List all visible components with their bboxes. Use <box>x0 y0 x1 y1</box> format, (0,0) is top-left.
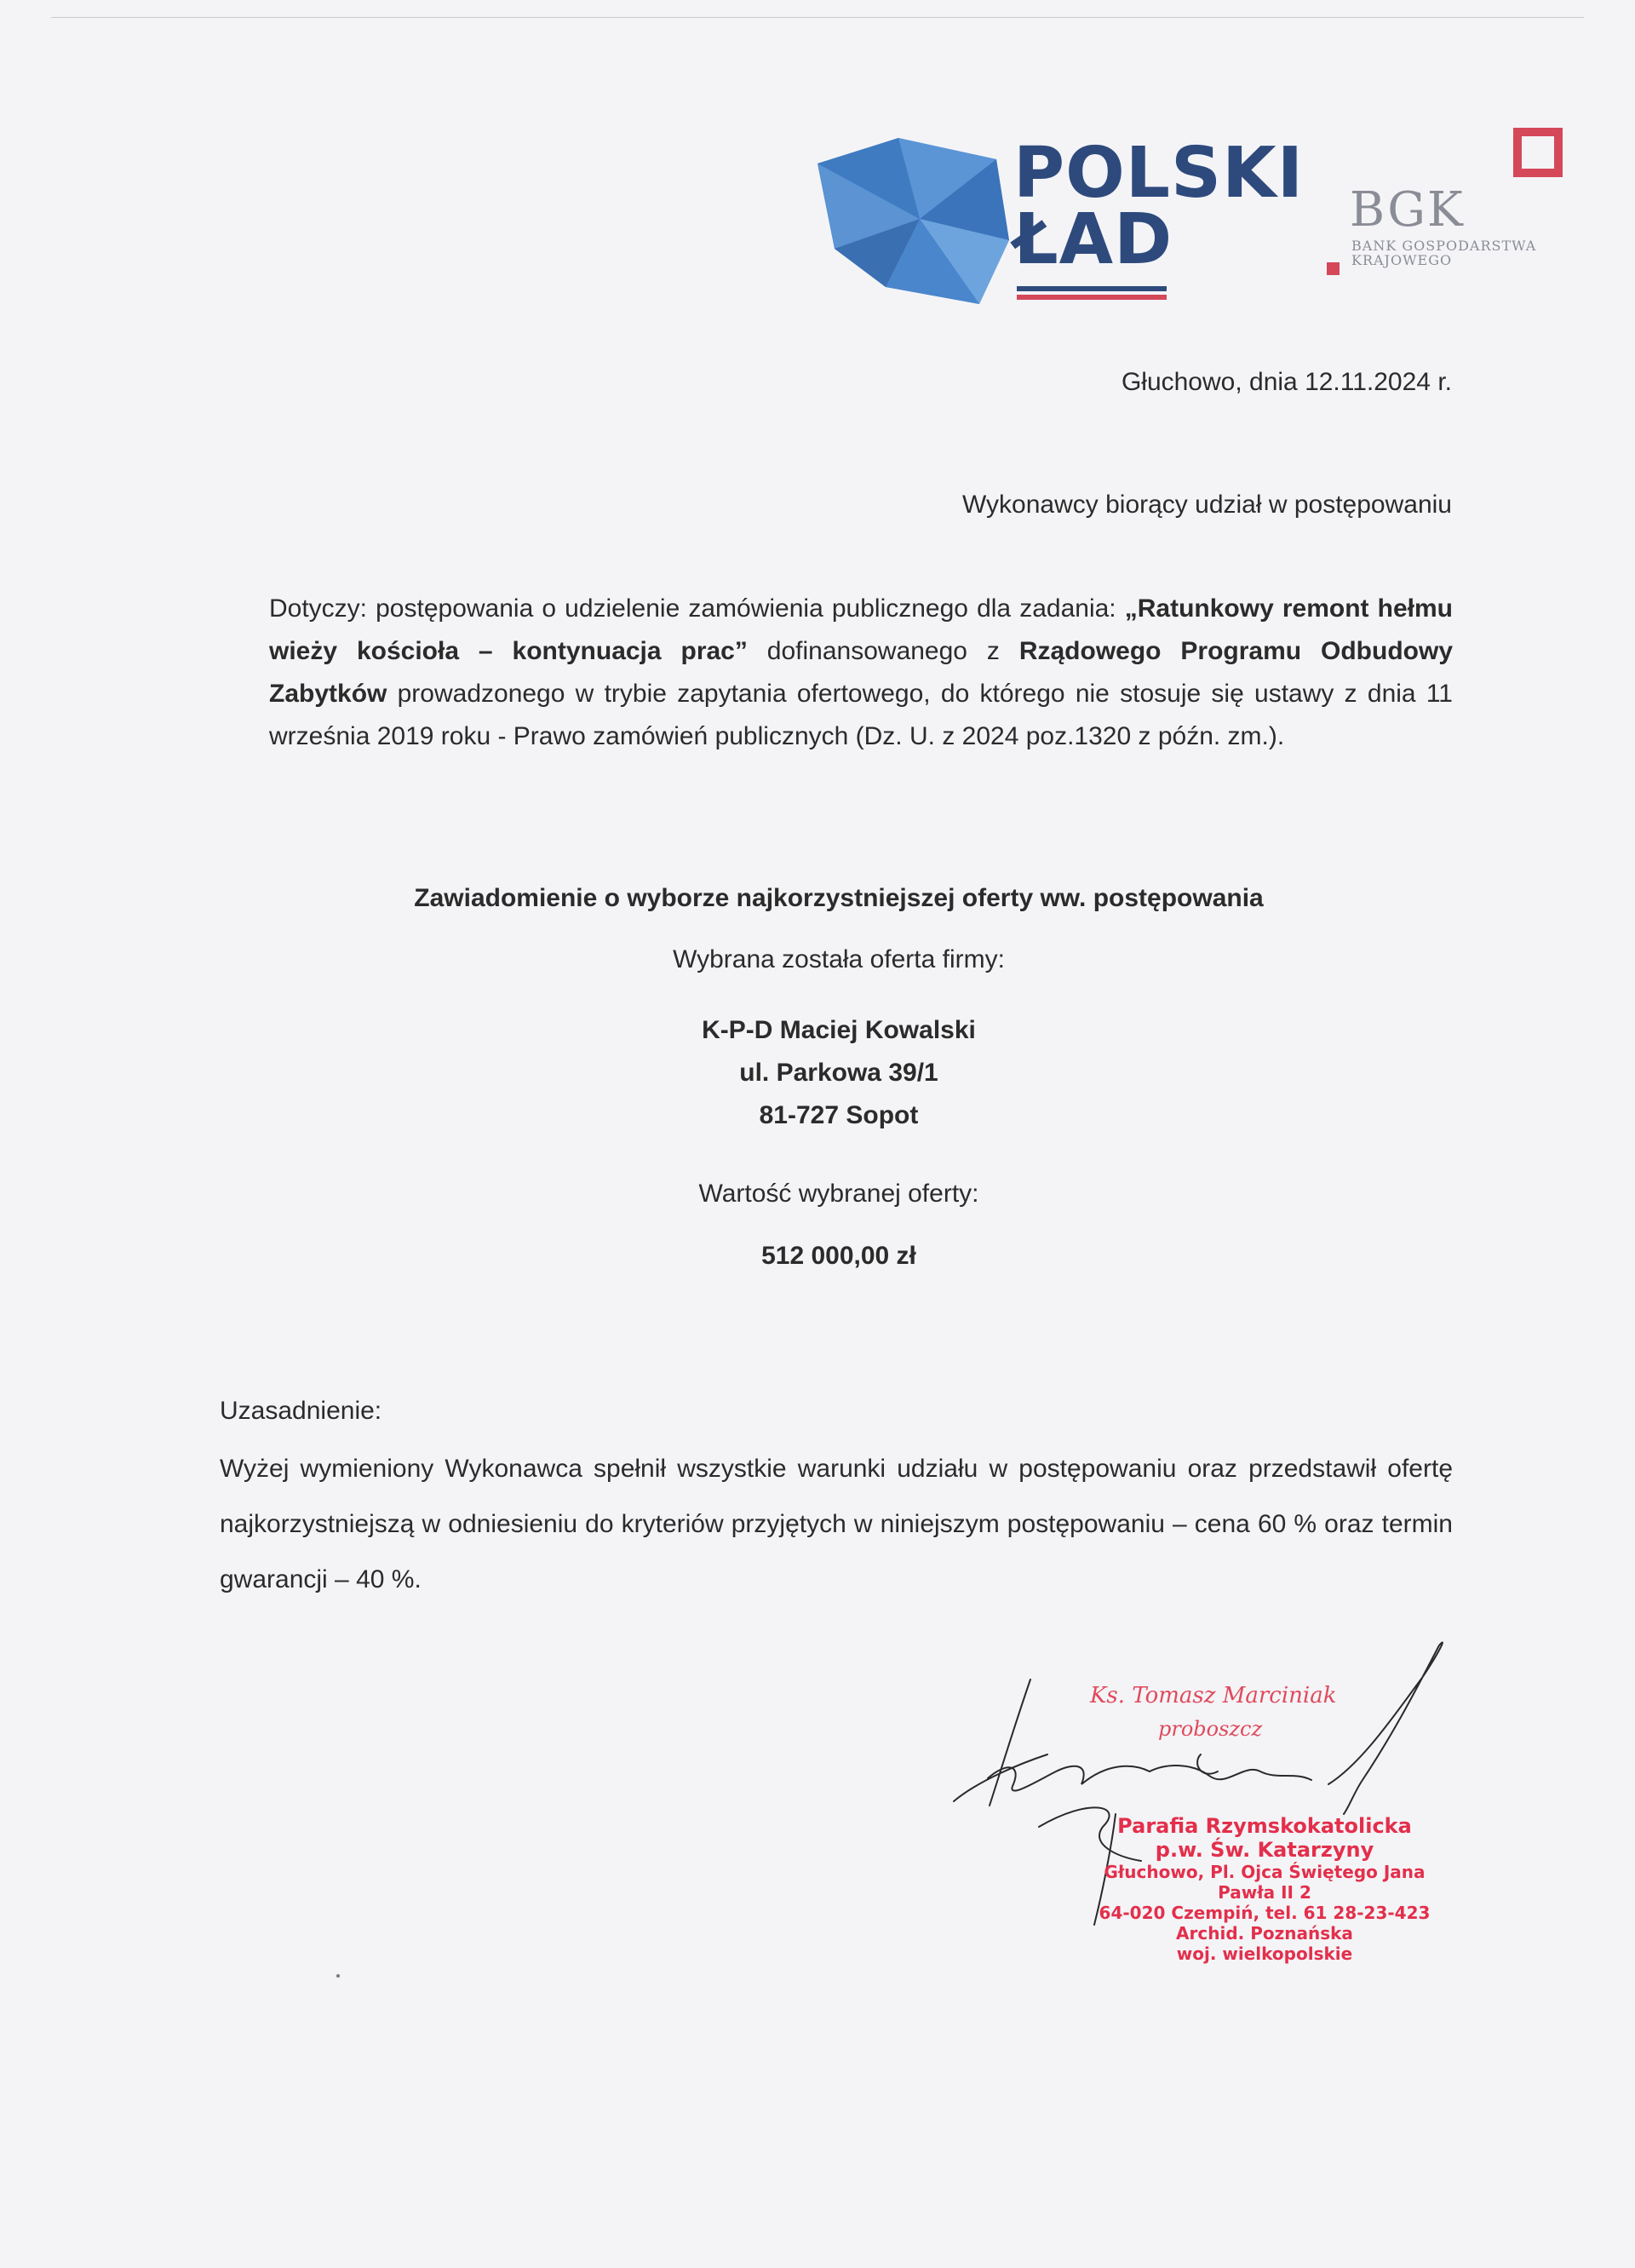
polski-lad-emblem-icon <box>818 138 1013 308</box>
parish-line4: 64-020 Czempiń, tel. 61 28-23-423 <box>1099 1903 1431 1923</box>
bgk-subtitle-line2: KRAJOWEGO <box>1351 252 1453 268</box>
bgk-logo <box>1324 126 1546 288</box>
notice-title: Zawiadomienie o wyborze najkorzystniejszej oferty ww. postępowania <box>414 884 1264 912</box>
stamp-signer-name: Ks. Tomasz Marciniak <box>1090 1683 1337 1708</box>
justification-body: Wyżej wymieniony Wykonawca spełnił wszystkie warunki udziału w postępowaniu oraz przedstawił ofertę najkorzystniejszą w odniesieniu do kryteriów przyjętych w niniejszym postępowaniu – cena 60 % oraz termin gwarancji – 40 %. <box>220 1455 1453 1593</box>
parish-line1: Parafia Rzymskokatolicka <box>1117 1814 1412 1838</box>
offer-value: 512 000,00 zł <box>761 1242 916 1270</box>
bgk-dot-icon <box>1327 262 1340 275</box>
parish-line2: p.w. Św. Katarzyny <box>1155 1838 1374 1862</box>
firm-city: 81-727 Sopot <box>759 1101 919 1129</box>
bgk-subtitle-line1: BANK GOSPODARSTWA <box>1351 238 1537 254</box>
firm-street: ul. Parkowa 39/1 <box>739 1059 938 1087</box>
firm-name: K-P-D Maciej Kowalski <box>702 1016 976 1044</box>
logo-stripe-red <box>1017 295 1167 300</box>
parish-line5: Archid. Poznańska <box>1176 1923 1353 1944</box>
letter-subject <box>269 588 1453 758</box>
justification-label: Uzasadnienie: <box>220 1397 382 1425</box>
subject-mid: dofinansowanego z <box>747 637 1019 665</box>
letter-date: Głuchowo, dnia 12.11.2024 r. <box>1121 368 1452 396</box>
chosen-firm <box>269 1009 1408 1137</box>
subject-task: „Ratunkowy remont hełmu wieży kościoła – kontynuacja prac” <box>269 594 1453 665</box>
stamp-signer-role: proboszcz <box>1158 1717 1263 1741</box>
parish-stamp <box>1081 1814 1448 1964</box>
signature-area <box>920 1635 1465 1964</box>
polski-lad-line2: ŁAD <box>1013 199 1173 280</box>
subject-program: Rządowego Programu Odbudowy Zabytków <box>269 637 1454 708</box>
subject-prefix: Dotyczy: postępowania o udzielenie zamówienia publicznego dla zadania: <box>269 594 1125 623</box>
bgk-subtitle <box>1351 238 1536 267</box>
chosen-offer-intro: Wybrana została oferta firmy: <box>673 945 1005 973</box>
bgk-square-icon <box>1513 128 1563 177</box>
subject-suffix: prowadzonego w trybie zapytania ofertowego, do którego nie stosuje się ustawy z dnia 11 września 2019 roku - Prawo zamówień publicznych (Dz. U. z 2024 poz.1320 z późn. zm.). <box>269 680 1453 750</box>
scan-top-edge <box>51 17 1584 18</box>
offer-value-label: Wartość wybranej oferty: <box>698 1180 979 1208</box>
parish-line3: Głuchowo, Pl. Ojca Świętego Jana Pawła II 2 <box>1104 1862 1426 1903</box>
bgk-wordmark: BGK <box>1350 182 1465 238</box>
scan-speck <box>336 1974 340 1978</box>
logo-stripe-blue <box>1017 286 1167 291</box>
polski-lad-logo <box>818 128 1305 307</box>
polski-lad-line1: POLSKI <box>1013 133 1305 214</box>
letter-recipient: Wykonawcy biorący udział w postępowaniu <box>961 491 1452 519</box>
parish-line6: woj. wielkopolskie <box>1176 1944 1353 1964</box>
